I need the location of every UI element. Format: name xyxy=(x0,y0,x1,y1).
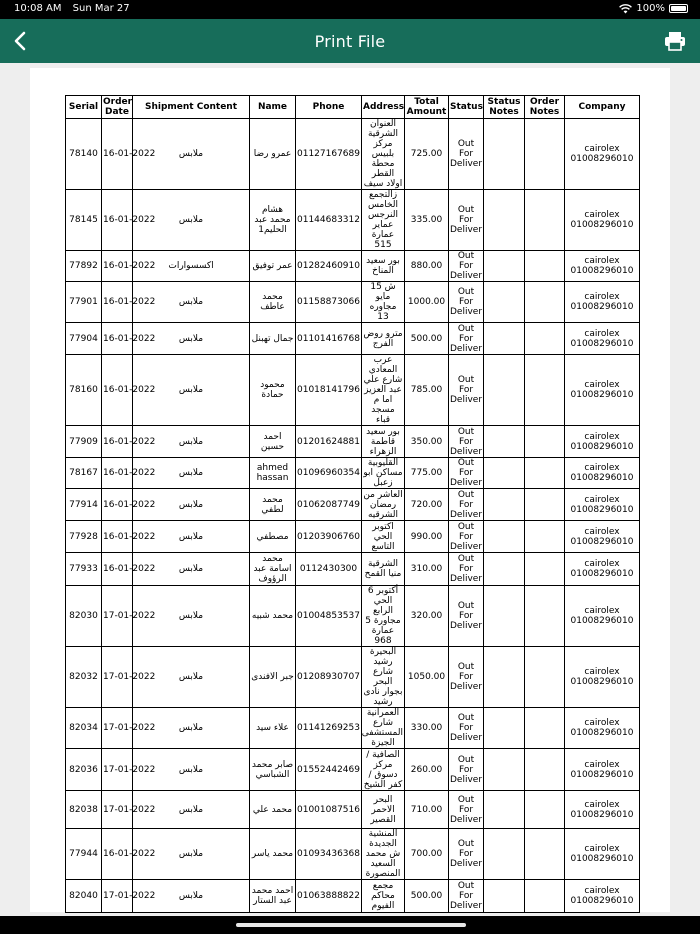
cell-order-date: 16-01-2022 xyxy=(102,190,133,251)
cell-total-amount: 350.00 xyxy=(405,426,449,458)
cell-address: العاشر من رمضان الشرقيه xyxy=(363,489,403,520)
cell-address: ش 15 مايو مجاوره 13 xyxy=(362,282,405,323)
cell-company: cairolex 01008296010 xyxy=(565,708,640,749)
cell-address: مترو روض الفرج xyxy=(362,323,405,355)
cell-name: ahmed hassan xyxy=(250,458,296,489)
table-row xyxy=(66,829,640,880)
print-page xyxy=(30,68,670,912)
cell-serial: 77914 xyxy=(66,489,102,521)
cell-address: زالتجمع الخامس النرجس عماير عمارة 515 xyxy=(362,190,405,251)
cell-phone: 01018141796 xyxy=(296,355,362,426)
cell-order-date: 17-01-2022 xyxy=(102,708,133,749)
cell-status-notes xyxy=(484,521,525,553)
home-indicator[interactable] xyxy=(236,923,466,927)
cell-status: Out For Deliver xyxy=(450,489,483,520)
cell-name: احمد حسين xyxy=(250,426,296,458)
cell-status: Out For Deliver xyxy=(449,586,484,647)
status-date: Sun Mar 27 xyxy=(72,3,130,14)
table-row xyxy=(66,323,640,355)
cell-name: هشام محمد عبد الحليم1 xyxy=(250,190,296,251)
header-company: Company xyxy=(565,96,640,119)
cell-serial: 82038 xyxy=(66,791,102,829)
table-header-row xyxy=(66,96,640,119)
cell-order-date: 17-01-2022 xyxy=(102,586,133,647)
cell-serial: 77892 xyxy=(66,251,102,282)
cell-total-amount: 710.00 xyxy=(405,791,449,829)
cell-total-amount: 990.00 xyxy=(405,521,449,553)
cell-shipment-content: ملابس xyxy=(133,489,250,521)
header-serial: Serial xyxy=(66,96,102,119)
cell-company: cairolex 01008296010 xyxy=(565,355,640,426)
header-name: Name xyxy=(250,96,296,119)
header-total-amount: Total Amount xyxy=(405,96,449,119)
cell-serial: 82034 xyxy=(66,708,102,749)
cell-status-notes xyxy=(484,791,525,829)
cell-name: محمد علي xyxy=(250,791,296,829)
cell-name: مصطفي xyxy=(250,521,296,553)
print-icon[interactable] xyxy=(664,31,686,51)
cell-company: cairolex 01008296010 xyxy=(565,521,640,553)
cell-order-date: 16-01-2022 xyxy=(102,282,133,323)
cell-order-notes xyxy=(525,647,565,708)
cell-order-notes xyxy=(525,553,565,586)
cell-order-notes xyxy=(525,791,565,829)
cell-shipment-content: ملابس xyxy=(133,119,250,190)
cell-company: cairolex 01008296010 xyxy=(565,489,640,521)
cell-order-date: 17-01-2022 xyxy=(102,749,133,791)
status-bar xyxy=(0,0,700,19)
cell-order-date: 17-01-2022 xyxy=(102,647,133,708)
table-row xyxy=(66,458,640,489)
cell-total-amount: 785.00 xyxy=(405,355,449,426)
status-time: 10:08 AM xyxy=(14,3,62,14)
cell-total-amount: 720.00 xyxy=(405,489,449,521)
cell-status: Out For Deliver xyxy=(450,881,483,911)
cell-status-notes xyxy=(484,323,525,355)
cell-address: الصافية / مركز دسوق / كفر الشيخ xyxy=(362,749,405,791)
cell-shipment-content: ملابس xyxy=(133,323,250,355)
cell-order-date: 17-01-2022 xyxy=(102,791,133,829)
header-status-notes: Status Notes xyxy=(484,96,525,119)
cell-name: محمد ياسر xyxy=(250,829,296,880)
battery-percent: 100% xyxy=(636,3,665,14)
cell-status-notes xyxy=(484,829,525,880)
cell-status: Out For Deliver xyxy=(450,554,483,584)
cell-phone: 01201624881 xyxy=(296,426,362,458)
cell-serial: 82030 xyxy=(66,586,102,647)
cell-shipment-content: ملابس xyxy=(133,708,250,749)
cell-total-amount: 775.00 xyxy=(405,458,449,489)
cell-status-notes xyxy=(484,355,525,426)
cell-order-notes xyxy=(525,749,565,791)
battery-icon xyxy=(669,4,688,13)
table-row xyxy=(66,586,640,647)
table-row xyxy=(66,190,640,251)
cell-serial: 78145 xyxy=(66,190,102,251)
cell-order-notes xyxy=(525,586,565,647)
cell-order-notes xyxy=(525,489,565,521)
cell-name: احمد محمد عبد الستار xyxy=(250,880,296,913)
cell-total-amount: 880.00 xyxy=(405,251,449,282)
cell-status-notes xyxy=(484,749,525,791)
cell-order-date: 16-01-2022 xyxy=(102,553,133,586)
cell-shipment-content: ملابس xyxy=(133,521,250,553)
header-phone: Phone xyxy=(296,96,362,119)
cell-company: cairolex 01008296010 xyxy=(565,282,640,323)
cell-shipment-content: ملابس xyxy=(133,749,250,791)
cell-phone: 01141269253 xyxy=(296,708,362,749)
table-row xyxy=(66,521,640,553)
cell-shipment-content: ملابس xyxy=(133,586,250,647)
cell-status: Out For Deliver xyxy=(449,791,484,829)
header-shipment-content: Shipment Content xyxy=(133,96,250,119)
cell-shipment-content: ملابس xyxy=(133,458,250,489)
cell-total-amount: 310.00 xyxy=(405,553,449,586)
cell-company: cairolex 01008296010 xyxy=(565,323,640,355)
cell-phone: 01096960354 xyxy=(296,458,362,489)
cell-address: بور سعيد قاطمة الزهراء xyxy=(362,426,405,458)
cell-company: cairolex 01008296010 xyxy=(565,749,640,791)
table-row xyxy=(66,251,640,282)
cell-order-date: 16-01-2022 xyxy=(102,458,133,489)
header-order-notes: Order Notes xyxy=(525,96,565,119)
table-row xyxy=(66,553,640,586)
table-row xyxy=(66,489,640,521)
cell-serial: 77901 xyxy=(66,282,102,323)
cell-shipment-content: ملابس xyxy=(133,426,250,458)
cell-name: جمال تهبنل xyxy=(250,323,296,355)
cell-order-date: 16-01-2022 xyxy=(102,521,133,553)
cell-serial: 82032 xyxy=(66,647,102,708)
cell-company: cairolex 01008296010 xyxy=(565,251,640,282)
cell-status-notes xyxy=(484,880,525,913)
table-row xyxy=(66,647,640,708)
cell-company: cairolex 01008296010 xyxy=(565,880,640,913)
cell-total-amount: 335.00 xyxy=(405,190,449,251)
cell-company: cairolex 01008296010 xyxy=(565,791,640,829)
cell-address: الشرقية منيا القمح xyxy=(362,553,405,586)
cell-shipment-content: ملابس xyxy=(133,190,250,251)
cell-serial: 82036 xyxy=(66,749,102,791)
cell-company: cairolex 01008296010 xyxy=(565,829,640,880)
cell-status: Out For Deliver xyxy=(449,355,484,426)
orders-table xyxy=(65,95,640,913)
cell-shipment-content: ملابس xyxy=(133,355,250,426)
cell-name: صابر محمد الشباسي xyxy=(250,749,296,791)
home-indicator-bar xyxy=(0,916,700,934)
cell-name: جبر الافندى xyxy=(250,647,296,708)
cell-company: cairolex 01008296010 xyxy=(565,458,640,489)
table-row xyxy=(66,355,640,426)
cell-status: Out For Deliver xyxy=(449,119,484,190)
cell-shipment-content: ملابس xyxy=(133,791,250,829)
cell-order-notes xyxy=(525,323,565,355)
cell-phone: 0112430300 xyxy=(296,553,362,586)
cell-status: Out For Deliver xyxy=(450,426,483,457)
cell-order-notes xyxy=(525,708,565,749)
cell-company: cairolex 01008296010 xyxy=(565,647,640,708)
cell-total-amount: 1050.00 xyxy=(405,647,449,708)
cell-order-date: 16-01-2022 xyxy=(102,119,133,190)
table-row xyxy=(66,426,640,458)
cell-company: cairolex 01008296010 xyxy=(565,586,640,647)
cell-order-date: 16-01-2022 xyxy=(102,426,133,458)
cell-phone: 01093436368 xyxy=(296,829,362,880)
cell-status: Out For Deliver xyxy=(449,190,484,251)
cell-order-notes xyxy=(525,458,565,489)
cell-address: القليوبية مساكن ابو زعبل xyxy=(363,458,403,488)
cell-total-amount: 260.00 xyxy=(405,749,449,791)
cell-order-date: 16-01-2022 xyxy=(102,829,133,880)
cell-address: بور سعيد المناخ xyxy=(362,251,405,282)
cell-address: العمرانية شارع المستشفى الجيزة xyxy=(361,708,403,748)
cell-total-amount: 725.00 xyxy=(405,119,449,190)
cell-status-notes xyxy=(484,708,525,749)
cell-serial: 77928 xyxy=(66,521,102,553)
cell-phone: 01282460910 xyxy=(296,251,362,282)
cell-company: cairolex 01008296010 xyxy=(565,119,640,190)
cell-address: العنوان الشرقية مركز بلبيس محطة القطر اولاد سيف xyxy=(362,119,405,190)
cell-company: cairolex 01008296010 xyxy=(565,553,640,586)
cell-order-notes xyxy=(525,426,565,458)
cell-phone: 01203906760 xyxy=(296,521,362,553)
cell-status: Out For Deliver xyxy=(449,647,484,708)
cell-status: Out For Deliver xyxy=(450,521,483,552)
cell-total-amount: 700.00 xyxy=(405,829,449,880)
cell-status: Out For Deliver xyxy=(449,749,484,791)
table-row xyxy=(66,119,640,190)
cell-order-notes xyxy=(525,521,565,553)
cell-status: Out For Deliver xyxy=(449,708,484,749)
cell-order-notes xyxy=(525,282,565,323)
cell-name: محمد اسامة عبد الرؤوف xyxy=(250,553,296,586)
cell-shipment-content: اكسسوارات xyxy=(133,251,250,282)
cell-phone: 01158873066 xyxy=(296,282,362,323)
cell-status-notes xyxy=(484,553,525,586)
cell-total-amount: 1000.00 xyxy=(405,282,449,323)
cell-order-notes xyxy=(525,355,565,426)
cell-status-notes xyxy=(484,119,525,190)
cell-total-amount: 320.00 xyxy=(405,586,449,647)
cell-phone: 01144683312 xyxy=(296,190,362,251)
cell-name: محمود حمادة xyxy=(250,355,296,426)
cell-serial: 78160 xyxy=(66,355,102,426)
cell-company: cairolex 01008296010 xyxy=(565,190,640,251)
cell-phone: 01062087749 xyxy=(296,489,362,521)
table-row xyxy=(66,282,640,323)
document-viewer[interactable] xyxy=(0,63,700,916)
cell-address: عرب المعادي شارع علي عبد العزيز اما م مسجد قباء xyxy=(362,355,405,426)
cell-name: محمد لطفي xyxy=(250,489,296,521)
table-row xyxy=(66,791,640,829)
cell-status-notes xyxy=(484,458,525,489)
cell-order-notes xyxy=(525,880,565,913)
cell-shipment-content: ملابس xyxy=(133,553,250,586)
cell-order-notes xyxy=(525,829,565,880)
cell-phone: 01101416768 xyxy=(296,323,362,355)
table-row xyxy=(66,880,640,913)
cell-status: Out For Deliver xyxy=(450,251,483,281)
cell-shipment-content: ملابس xyxy=(133,880,250,913)
cell-status-notes xyxy=(484,586,525,647)
table-row xyxy=(66,749,640,791)
cell-name: محمد شبيه xyxy=(250,586,296,647)
cell-shipment-content: ملابس xyxy=(133,647,250,708)
cell-name: عمرو رضا xyxy=(250,119,296,190)
header-status: Status xyxy=(449,96,484,119)
cell-company: cairolex 01008296010 xyxy=(565,426,640,458)
cell-serial: 77944 xyxy=(66,829,102,880)
cell-status: Out For Deliver xyxy=(449,282,484,323)
app-bar xyxy=(0,19,700,63)
header-order-date: Order Date xyxy=(103,97,133,117)
cell-serial: 78167 xyxy=(66,458,102,489)
cell-phone: 01208930707 xyxy=(296,647,362,708)
cell-status: Out For Deliver xyxy=(450,323,483,354)
cell-serial: 78140 xyxy=(66,119,102,190)
cell-serial: 77904 xyxy=(66,323,102,355)
cell-status-notes xyxy=(484,282,525,323)
cell-phone: 01004853537 xyxy=(296,586,362,647)
cell-order-notes xyxy=(525,251,565,282)
cell-serial: 77933 xyxy=(66,553,102,586)
cell-address: مجمع محاكم الفيوم xyxy=(362,880,405,913)
cell-order-date: 16-01-2022 xyxy=(102,323,133,355)
cell-phone: 01552442469 xyxy=(296,749,362,791)
cell-order-notes xyxy=(525,119,565,190)
cell-address: أكتوبر 6 الحي الرابع مجاورة 5 عمارة 968 xyxy=(362,586,405,647)
cell-phone: 01127167689 xyxy=(296,119,362,190)
cell-order-date: 17-01-2022 xyxy=(102,880,133,913)
cell-order-date: 16-01-2022 xyxy=(102,355,133,426)
cell-phone: 01063888822 xyxy=(296,880,362,913)
header-address: Address xyxy=(362,96,405,119)
cell-status-notes xyxy=(484,647,525,708)
cell-address: البحيرة رشيد شارع البحر بجوار نادى رشيد xyxy=(362,647,405,708)
cell-shipment-content: ملابس xyxy=(133,829,250,880)
cell-total-amount: 500.00 xyxy=(405,323,449,355)
cell-phone: 01001087516 xyxy=(296,791,362,829)
cell-name: عمر توفيق xyxy=(250,251,296,282)
cell-serial: 82040 xyxy=(66,880,102,913)
cell-serial: 77909 xyxy=(66,426,102,458)
cell-address: البحر الاحمر القصير xyxy=(362,791,405,829)
cell-status: Out For Deliver xyxy=(450,458,483,488)
cell-order-date: 16-01-2022 xyxy=(102,489,133,521)
page-title: Print File xyxy=(314,32,386,51)
cell-status: Out For Deliver xyxy=(449,829,484,880)
cell-name: علاء سيد xyxy=(250,708,296,749)
cell-order-notes xyxy=(525,190,565,251)
cell-total-amount: 330.00 xyxy=(405,708,449,749)
table-row xyxy=(66,708,640,749)
cell-shipment-content: ملابس xyxy=(133,282,250,323)
wifi-icon xyxy=(619,4,632,14)
cell-status-notes xyxy=(484,489,525,521)
cell-order-date: 16-01-2022 xyxy=(102,251,133,282)
cell-address: اكتوبر الحي التاسع xyxy=(362,521,405,553)
cell-address: المنشية الجديدة ش محمد السعيد المنصورة xyxy=(362,829,405,880)
cell-name: محمد عاطف xyxy=(250,282,296,323)
cell-status-notes xyxy=(484,190,525,251)
cell-status-notes xyxy=(484,426,525,458)
cell-total-amount: 500.00 xyxy=(405,880,449,913)
cell-status-notes xyxy=(484,251,525,282)
